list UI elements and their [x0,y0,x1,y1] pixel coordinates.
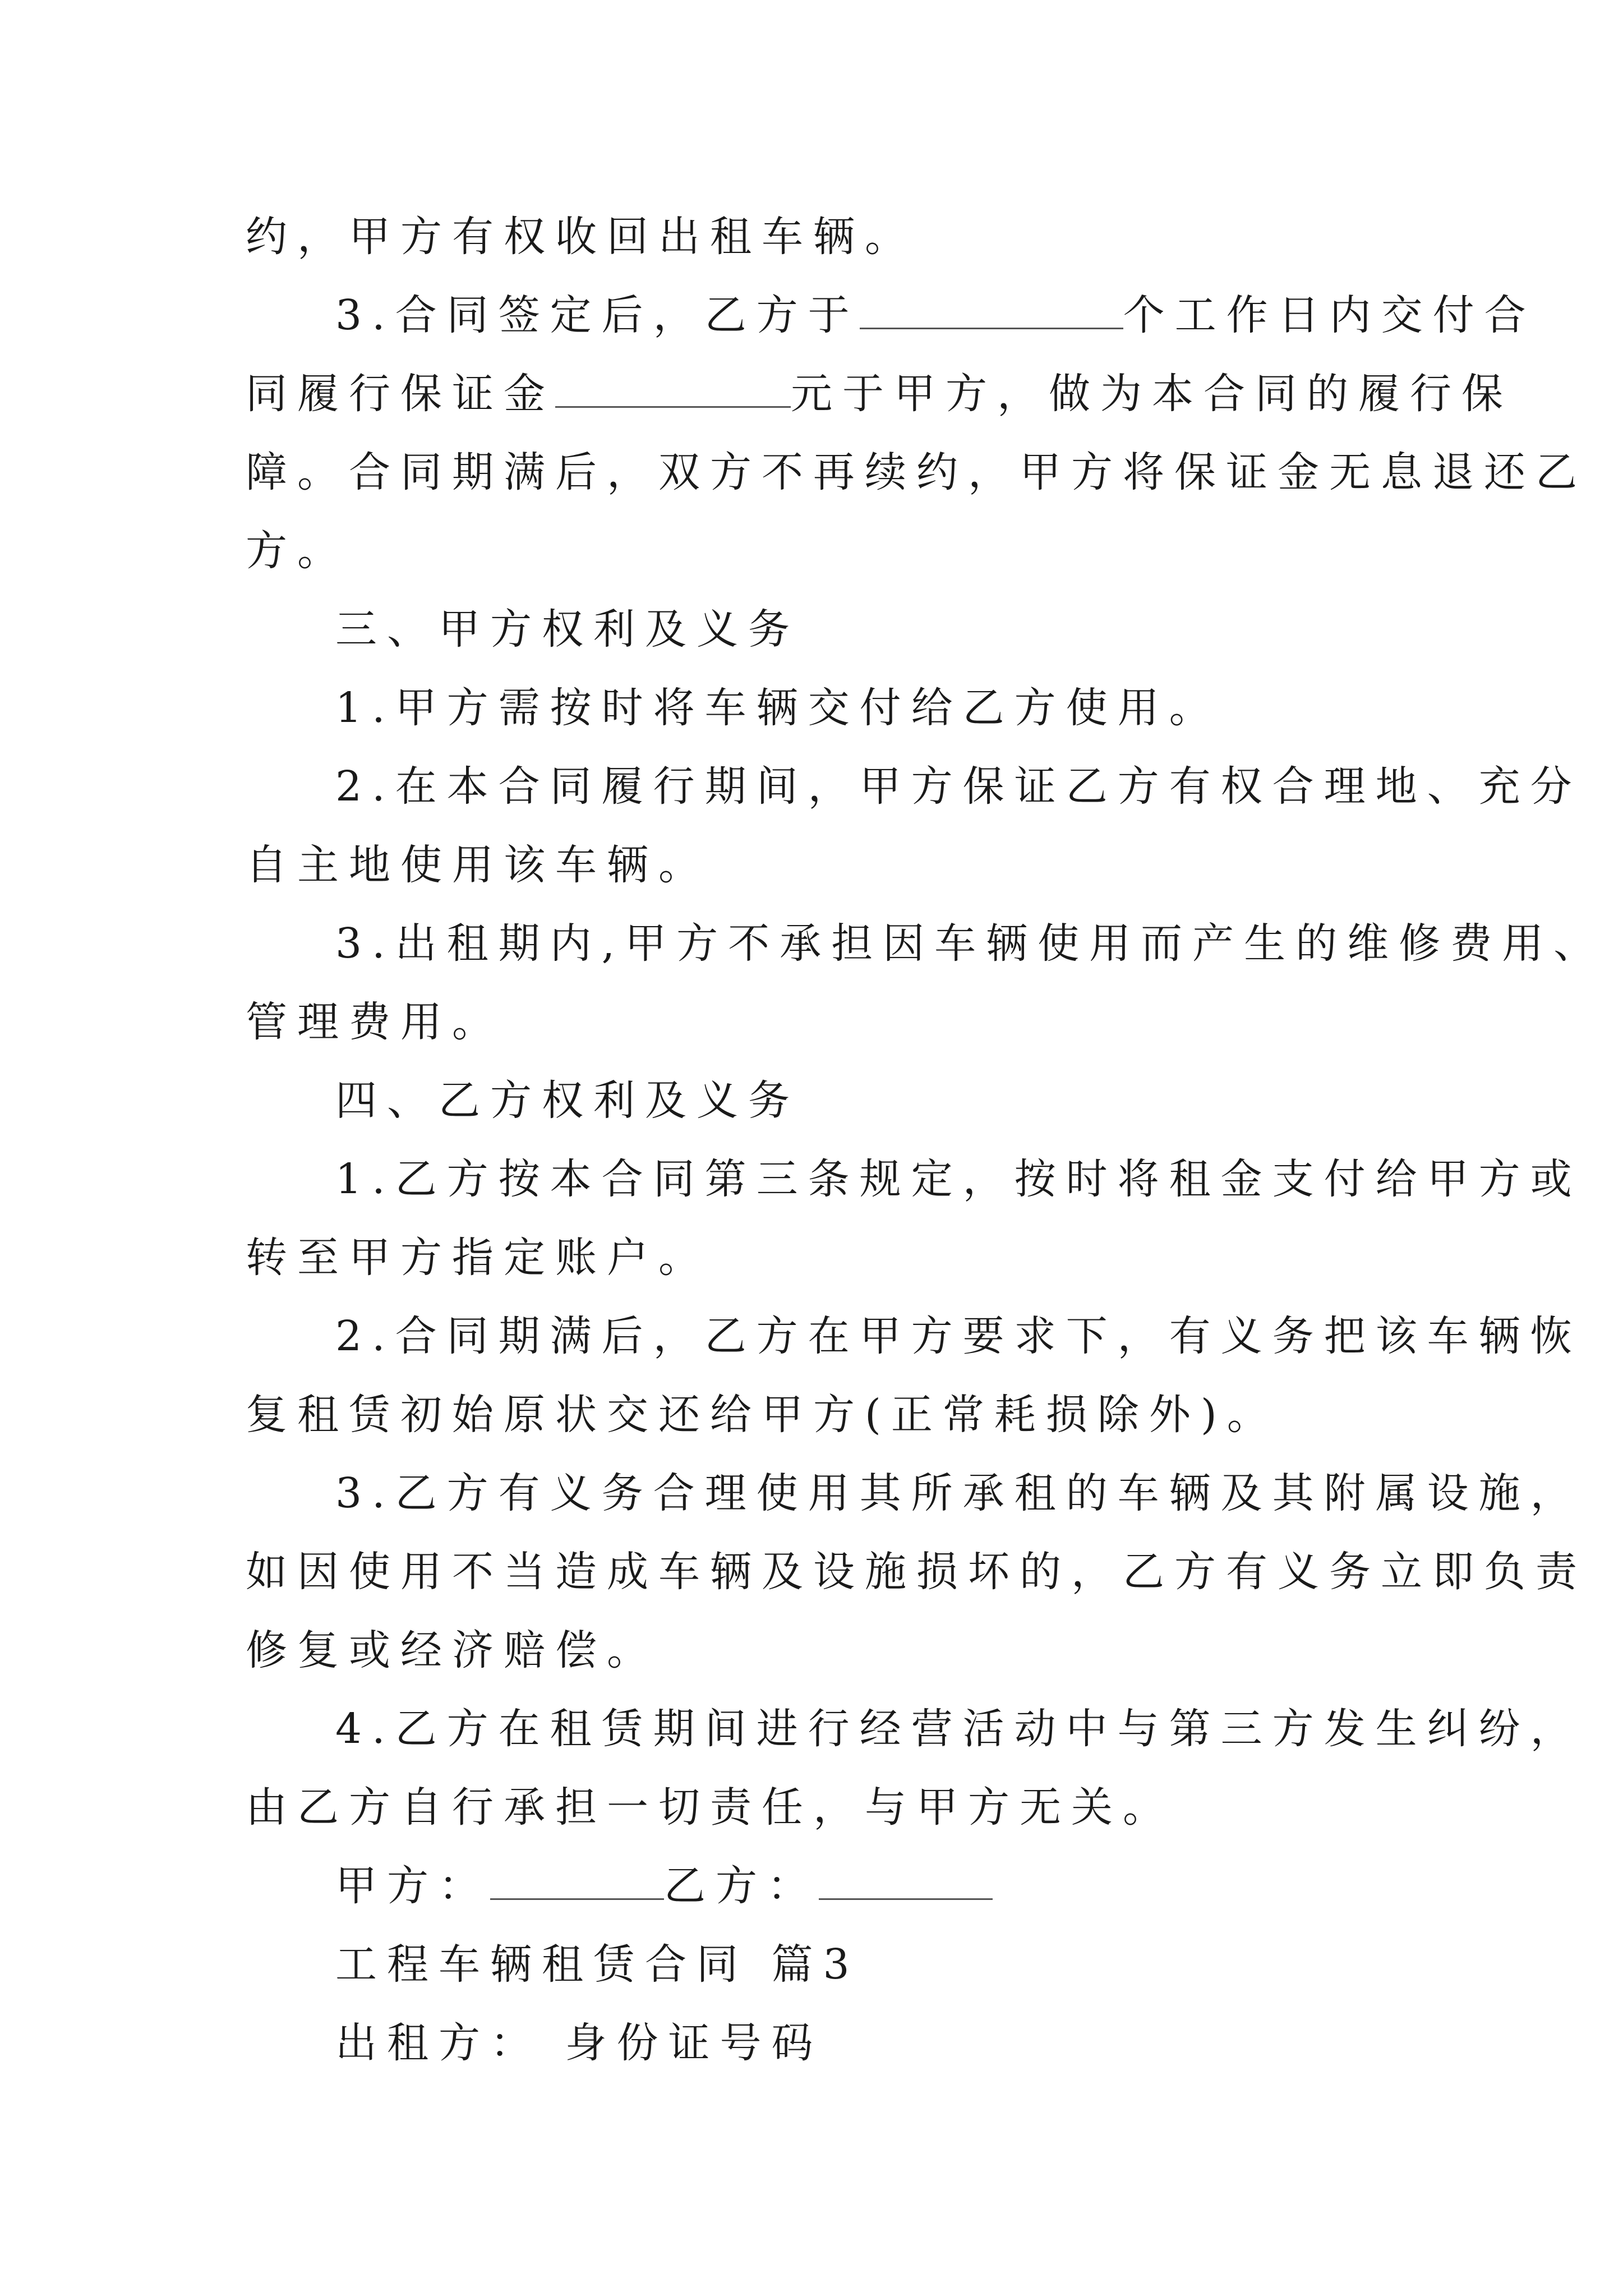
line-text: 元于甲方，做为本合同的履行保 [791,370,1513,418]
party-b-label: 乙方： [664,1862,819,1910]
lessor-line [335,2016,1623,2070]
text-line-7 [335,681,1623,735]
line-text: 同履行保证金 [246,370,555,418]
fill-in-blank-workdays[interactable] [860,288,1123,329]
text-line-21 [246,1780,1623,1834]
line-text: 出租方： 身份证号码 [335,2019,823,2067]
section-heading-3 [335,602,1623,656]
party-a-signature-blank[interactable] [490,1859,664,1900]
text-line-13 [335,1152,1623,1206]
title-text: 工程车辆租赁合同 篇3 [335,1940,860,1989]
line-text: 复租赁初始原状交还给甲方(正常耗损除外)。 [246,1391,1279,1439]
line-text: 2.合同期满后，乙方在甲方要求下，有义务把该车辆恢 [335,1312,1582,1360]
party-b-signature-blank[interactable] [819,1859,993,1900]
text-line-17 [335,1466,1623,1520]
line-text: 如因使用不当造成车辆及设施损坏的，乙方有义务立即负责 [246,1548,1587,1596]
line-text: 3.出租期内,甲方不承担因车辆使用而产生的维修费用、 [335,919,1606,968]
line-text: 3.乙方有义务合理使用其所承租的车辆及其附属设施， [335,1469,1582,1517]
party-a-label: 甲方： [335,1862,490,1910]
text-line-3 [246,367,1623,421]
text-line-2 [335,288,1623,342]
line-text: 1.乙方按本合同第三条规定，按时将租金支付给甲方或 [335,1155,1582,1203]
line-text: 约，甲方有权收回出租车辆。 [246,213,916,261]
line-text: 3.合同签定后，乙方于 [335,291,860,339]
contract-title [335,1938,1623,1991]
line-text: 方。 [246,527,349,575]
line-text: 自主地使用该车辆。 [246,841,710,889]
heading-text: 三、甲方权利及义务 [335,605,800,654]
signature-line [335,1859,1623,1913]
line-text: 个工作日内交付合 [1123,291,1536,339]
text-line-14 [246,1231,1623,1285]
line-text: 修复或经济赔偿。 [246,1626,658,1674]
text-line-9 [246,838,1623,892]
heading-text: 四、乙方权利及义务 [335,1076,800,1125]
text-line-4 [246,445,1623,499]
text-line-1 [246,210,1623,264]
section-heading-4 [335,1074,1623,1128]
text-line-11 [246,995,1623,1049]
line-text: 障。合同期满后，双方不再续约，甲方将保证金无息退还乙 [246,448,1587,496]
line-text: 4.乙方在租赁期间进行经营活动中与第三方发生纠纷， [335,1705,1582,1753]
text-line-8 [335,760,1623,813]
text-line-10 [335,917,1623,970]
text-line-5 [246,524,1623,578]
text-line-19 [246,1623,1623,1677]
line-text: 1.甲方需按时将车辆交付给乙方使用。 [335,684,1221,732]
text-line-18 [246,1545,1623,1599]
text-line-16 [246,1388,1623,1442]
fill-in-blank-deposit[interactable] [555,367,791,408]
text-line-20 [335,1702,1623,1756]
line-text: 2.在本合同履行期间，甲方保证乙方有权合理地、充分 [335,762,1582,811]
line-text: 转至甲方指定账户。 [246,1234,710,1282]
line-text: 由乙方自行承担一切责任，与甲方无关。 [246,1783,1174,1832]
line-text: 管理费用。 [246,998,504,1046]
text-line-15 [335,1309,1623,1363]
